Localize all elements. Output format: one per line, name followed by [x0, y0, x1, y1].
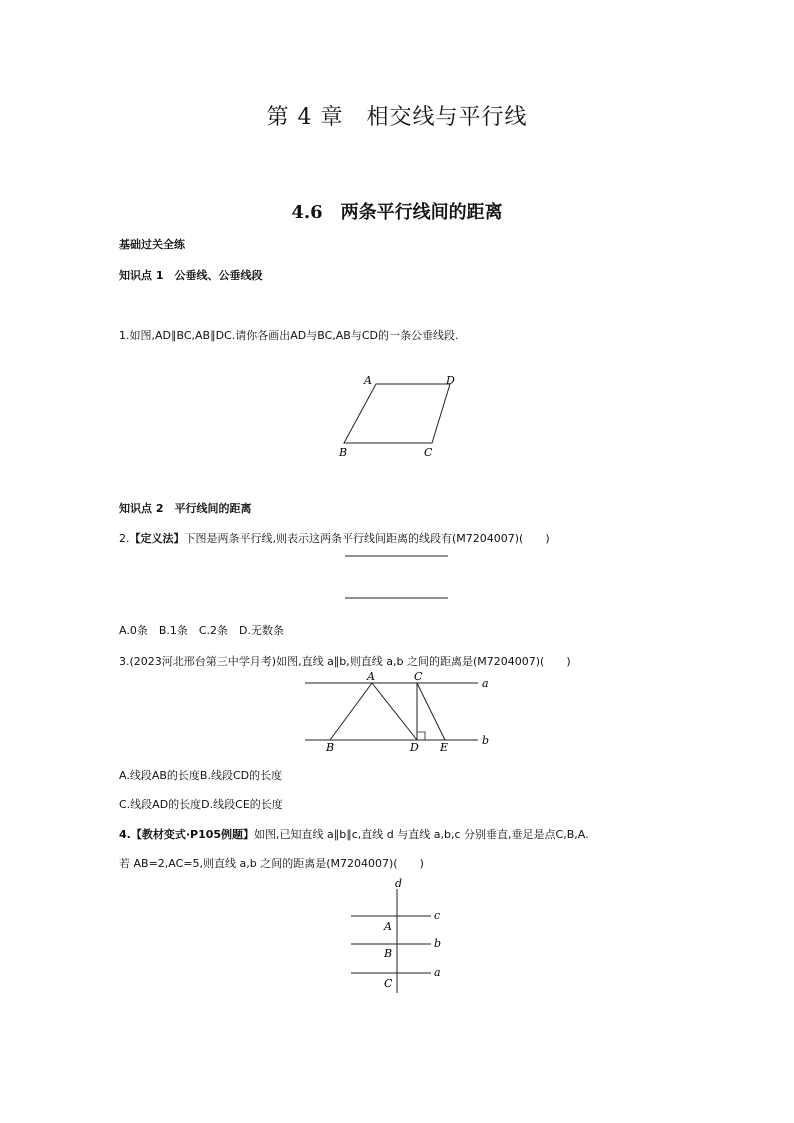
fig3-label-b: b: [482, 734, 490, 747]
fig4-label-d: d: [395, 877, 403, 890]
figure-4-perpendicular-line: [345, 875, 455, 995]
fig1-label-B: B: [339, 446, 348, 459]
question-2-text: 下图是两条平行线,则表示这两条平行线间距离的线段有(M7204007)( ): [184, 532, 550, 545]
fig4-label-b: b: [434, 937, 442, 950]
fig3-label-D: D: [410, 741, 419, 754]
fig1-label-D: D: [446, 374, 455, 387]
practice-label: 基础过关全练: [119, 238, 185, 251]
question-4-tag: 【教材变式·P105例题】: [130, 828, 255, 841]
chapter-title: 第 4 章 相交线与平行线: [266, 105, 528, 130]
fig4-label-c: c: [434, 909, 441, 922]
question-4: [119, 826, 589, 842]
figure-3-parallel-lines-triangles: [300, 668, 500, 754]
fig3-label-E: E: [440, 741, 449, 754]
fig1-label-A: A: [364, 374, 372, 387]
question-4-text: 如图,已知直线 a∥b∥c,直线 d 与直线 a,b,c 分别垂直,垂足是点C,B,A.: [254, 828, 589, 841]
question-2-options: A.0条 B.1条 C.2条 D.无数条: [119, 624, 285, 637]
fig3-label-B: B: [326, 741, 335, 754]
question-3: 3.(2023河北邢台第三中学月考)如图,直线 a∥b,则直线 a,b 之间的距离是(M7204007)( ): [119, 655, 571, 668]
fig4-label-C: C: [384, 977, 393, 990]
question-2: [119, 530, 550, 546]
question-1: 1.如图,AD∥BC,AB∥DC.请你各画出AD与BC,AB与CD的一条公垂线段.: [119, 329, 459, 342]
question-3-options-line-1: A.线段AB的长度B.线段CD的长度: [119, 769, 283, 782]
section-title: 4.6 两条平行线间的距离: [291, 202, 503, 223]
fig4-label-B: B: [384, 947, 393, 960]
question-4-number: 4.: [119, 828, 131, 841]
question-3-options-line-2: C.线段AD的长度D.线段CE的长度: [119, 798, 283, 811]
question-2-number: 2.: [119, 532, 130, 545]
knowledge-point-2: 知识点 2 平行线间的距离: [119, 502, 252, 515]
fig3-label-A: A: [367, 670, 375, 683]
question-2-tag: 【定义法】: [129, 532, 185, 545]
fig1-label-C: C: [424, 446, 433, 459]
fig4-label-A: A: [384, 920, 392, 933]
fig4-label-a: a: [434, 966, 441, 979]
figure-2-parallel-lines: [340, 550, 455, 605]
knowledge-point-1: 知识点 1 公垂线、公垂线段: [119, 269, 263, 282]
figure-1-parallelogram: [330, 370, 470, 462]
question-4-line-2: 若 AB=2,AC=5,则直线 a,b 之间的距离是(M7204007)( ): [119, 857, 424, 870]
fig3-label-C: C: [414, 670, 423, 683]
fig3-label-a: a: [482, 677, 489, 690]
